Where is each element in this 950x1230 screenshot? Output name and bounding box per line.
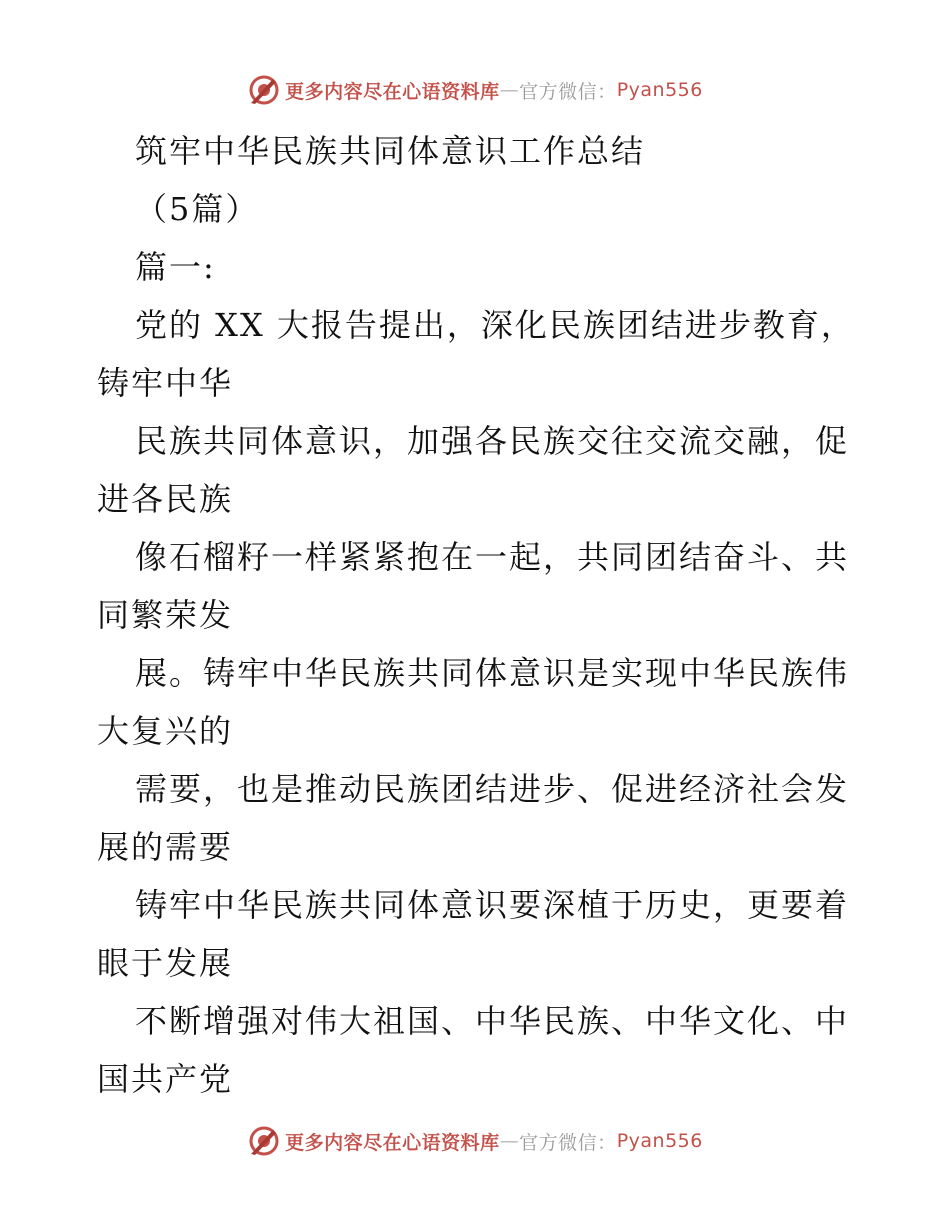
body-line: 展。铸牢中华民族共同体意识是实现中华民族伟 xyxy=(135,654,850,692)
section-heading: 篇一: xyxy=(135,248,216,286)
document-title: 筑牢中华民族共同体意识工作总结 xyxy=(135,132,646,170)
body-line: 铸牢中华民族共同体意识要深植于历史，更要着 xyxy=(135,886,850,924)
watermark-separator: — xyxy=(499,79,520,101)
body-line: 大复兴的 xyxy=(97,712,234,750)
document-subtitle: （5篇） xyxy=(135,190,260,228)
header-watermark xyxy=(0,70,950,110)
body-line: 需要，也是推动民族团结进步、促进经济社会发 xyxy=(135,770,850,808)
body-line: 国共产党 xyxy=(97,1060,234,1098)
body-line: 铸牢中华 xyxy=(97,364,234,402)
pen-logo-icon xyxy=(247,1124,281,1158)
body-line: 民族共同体意识，加强各民族交往交流交融，促 xyxy=(135,422,850,460)
watermark-id: Pyan556 xyxy=(616,1130,703,1152)
watermark-separator: — xyxy=(499,1130,520,1152)
body-line: 党的 XX 大报告提出，深化民族团结进步教育， xyxy=(135,306,855,344)
watermark-label: 官方微信： xyxy=(519,80,617,103)
body-line: 展的需要 xyxy=(97,828,234,866)
footer-watermark xyxy=(0,1121,950,1161)
body-line: 像石榴籽一样紧紧抱在一起，共同团结奋斗、共 xyxy=(135,538,850,576)
watermark-id: Pyan556 xyxy=(616,79,703,101)
watermark-text: 更多内容尽在心语资料库 xyxy=(285,1131,500,1154)
document-body xyxy=(97,122,857,1108)
watermark-label: 官方微信： xyxy=(519,1131,617,1154)
watermark-text: 更多内容尽在心语资料库 xyxy=(285,80,500,103)
body-line: 不断增强对伟大祖国、中华民族、中华文化、中 xyxy=(135,1002,850,1040)
body-line: 进各民族 xyxy=(97,480,234,518)
body-line: 同繁荣发 xyxy=(97,596,234,634)
pen-logo-icon xyxy=(247,73,281,107)
body-line: 眼于发展 xyxy=(97,944,234,982)
